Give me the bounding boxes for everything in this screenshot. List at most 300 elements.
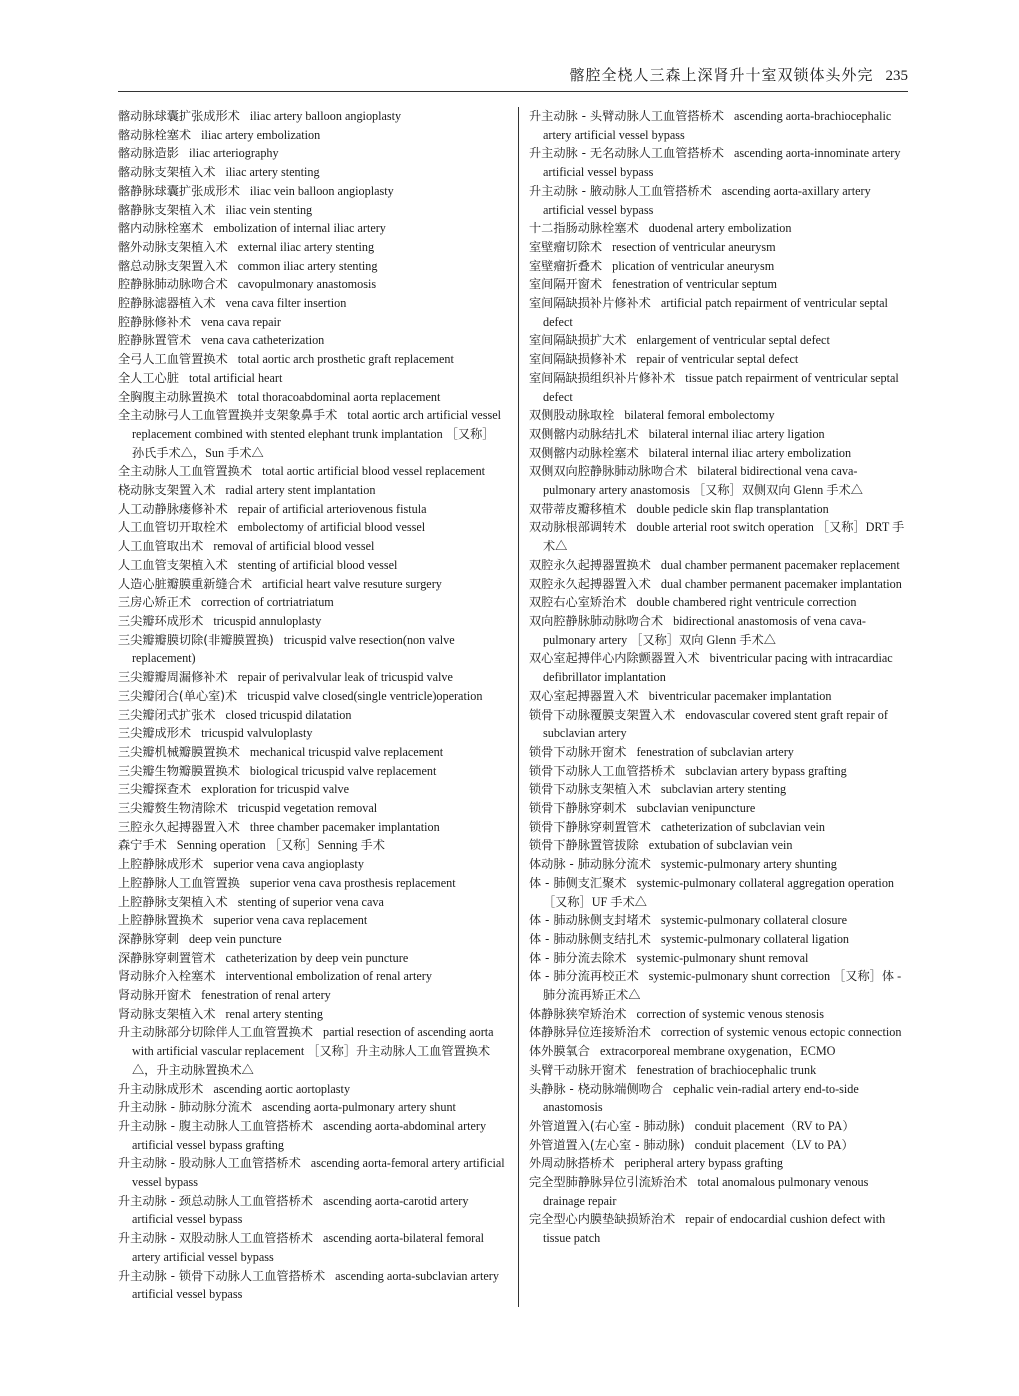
term-english: subclavian artery stenting: [660, 782, 787, 797]
term-chinese: 全胸腹主动脉置换术: [118, 389, 228, 404]
glossary-entry: [118, 182, 506, 201]
term-chinese: 体动脉 - 肺动脉分流术: [529, 857, 651, 872]
term-english: systemic-pulmonary shunt correction ［又称］体 - 肺分流再矫正术△: [543, 969, 902, 1003]
term-english: ascending aorta-axillary artery artificial vessel bypass: [543, 183, 871, 217]
glossary-entry: [529, 219, 906, 238]
term-english: tricuspid valve resection(non valve replacement): [132, 632, 455, 666]
glossary-entry: [118, 612, 506, 631]
term-english: iliac artery stenting: [225, 165, 320, 180]
term-chinese: 全弓人工血管置换术: [118, 352, 228, 367]
term-english: subclavian venipuncture: [636, 801, 756, 816]
glossary-entry: [118, 874, 506, 893]
page-header: [118, 60, 908, 92]
term-chinese: 双侧髂内动脉结扎术: [529, 426, 639, 441]
term-chinese: 室间隔缺损扩大术: [529, 333, 627, 348]
term-chinese: 完全型肺静脉异位引流矫治术: [529, 1175, 688, 1190]
glossary-entry: [529, 406, 906, 425]
glossary-entry: [118, 107, 506, 126]
term-english: embolization of internal iliac artery: [213, 221, 386, 236]
glossary-entry: [118, 799, 506, 818]
glossary-entry: [529, 818, 906, 837]
term-chinese: 髂动脉球囊扩张成形术: [118, 109, 240, 123]
term-chinese: 升主动脉 - 肺动脉分流术: [118, 1100, 253, 1115]
term-english: stenting of superior vena cava: [237, 894, 384, 909]
glossary-entry: [118, 743, 506, 762]
term-english: resection of ventricular aneurysm: [612, 239, 776, 254]
glossary-entry: [529, 1061, 906, 1080]
term-chinese: 双向腔静脉肺动脉吻合术: [529, 613, 664, 628]
term-english: fenestration of brachiocephalic trunk: [636, 1062, 817, 1077]
term-english: systemic-pulmonary artery shunting: [660, 857, 837, 872]
glossary-entry: [118, 144, 506, 163]
term-english: ascending aortic aortoplasty: [213, 1081, 351, 1096]
term-chinese: 双侧髂内动脉栓塞术: [529, 445, 639, 460]
glossary-entry: [529, 743, 906, 762]
term-chinese: 三尖瓣闭式扩张术: [118, 707, 216, 722]
glossary-entry: [118, 668, 506, 687]
term-chinese: 外管道置入(右心室 - 肺动脉): [529, 1118, 685, 1133]
glossary-entry: [529, 1117, 906, 1136]
term-english: ascending aorta-subclavian artery artificial vessel bypass: [132, 1268, 499, 1302]
term-english: fenestration of renal artery: [201, 988, 331, 1003]
term-chinese: 室间隔缺损组织补片修补术: [529, 370, 676, 385]
term-english: repair of artificial arteriovenous fistula: [237, 501, 427, 516]
term-chinese: 体静脉狭窄矫治术: [529, 1006, 627, 1021]
term-chinese: 人工动静脉瘘修补术: [118, 501, 228, 516]
glossary-entry: [118, 350, 506, 369]
term-chinese: 锁骨下动脉开窗术: [529, 744, 627, 759]
term-english: bilateral internal iliac artery ligation: [648, 426, 825, 441]
term-english: deep vein puncture: [188, 931, 282, 946]
glossary-entry: [529, 425, 906, 444]
term-english: stenting of artificial blood vessel: [237, 557, 398, 572]
glossary-entry: [529, 855, 906, 874]
term-english: tricuspid annuloplasty: [213, 613, 322, 628]
term-english: tricuspid valvuloplasty: [201, 726, 313, 741]
term-english: partial resection of ascending aorta with artificial vascular replacement ［又称］升主动脉人工血管置换术△，升主动脉置换术△: [132, 1025, 494, 1077]
glossary-entry: [118, 967, 506, 986]
glossary-entry: [118, 294, 506, 313]
term-english: endovascular covered stent graft repair of subclavian artery: [543, 707, 888, 741]
term-english: ascending aorta-femoral artery artificial vessel bypass: [132, 1156, 505, 1190]
glossary-entry: [118, 575, 506, 594]
term-english: cavopulmonary anastomosis: [237, 277, 377, 292]
term-english: systemic-pulmonary collateral ligation: [660, 931, 850, 946]
term-chinese: 上腔静脉成形术: [118, 857, 204, 872]
glossary-entry: [118, 257, 506, 276]
term-english: exploration for tricuspid valve: [201, 782, 350, 797]
term-chinese: 双心室起搏伴心内除颤器置入术: [529, 651, 700, 666]
glossary-entry: [118, 949, 506, 968]
term-english: ascending aorta-pulmonary artery shunt: [262, 1100, 456, 1115]
glossary-entry: [529, 257, 906, 276]
term-chinese: 三尖瓣生物瓣膜置换术: [118, 763, 240, 778]
term-chinese: 体 - 肺侧支汇聚术: [529, 875, 627, 890]
term-chinese: 三尖瓣探查术: [118, 782, 192, 797]
glossary-entry: [529, 182, 906, 219]
glossary-entry: [529, 612, 906, 649]
glossary-entry: [118, 201, 506, 220]
term-english: superior vena cava angioplasty: [213, 857, 364, 872]
glossary-entry: [529, 500, 906, 519]
term-chinese: 三腔永久起搏器置入术: [118, 819, 240, 834]
term-english: ascending aorta-abdominal artery artificial vessel bypass grafting: [132, 1118, 487, 1152]
glossary-entry: [118, 593, 506, 612]
glossary-entry: [118, 631, 506, 668]
term-english: iliac vein stenting: [225, 202, 313, 217]
term-chinese: 双腔永久起搏器置入术: [529, 576, 651, 591]
glossary-entry: [529, 1173, 906, 1210]
term-english: dual chamber permanent pacemaker replacement: [660, 557, 900, 572]
term-chinese: 升主动脉 - 股动脉人工血管搭桥术: [118, 1156, 301, 1171]
term-chinese: 双侧股动脉取栓: [529, 408, 615, 423]
term-english: extubation of subclavian vein: [648, 838, 793, 853]
term-english: extracorporeal membrane oxygenation，ECMO: [599, 1044, 836, 1059]
glossary-entry: [118, 1229, 506, 1266]
glossary-entry: [118, 556, 506, 575]
term-english: ascending aorta-carotid artery artificial vessel bypass: [132, 1193, 469, 1227]
glossary-entry: [529, 649, 906, 686]
term-chinese: 头臂干动脉开窗术: [529, 1062, 627, 1077]
term-chinese: 室间隔缺损补片修补术: [529, 296, 651, 311]
term-english: ascending aorta-brachiocephalic artery artificial vessel bypass: [543, 109, 892, 142]
glossary-entry: [118, 1192, 506, 1229]
term-english: vena cava filter insertion: [225, 296, 347, 311]
glossary-entry: [118, 388, 506, 407]
glossary-entry: [529, 799, 906, 818]
glossary-entry: [118, 780, 506, 799]
term-english: external iliac artery stenting: [237, 239, 375, 254]
term-chinese: 锁骨下动脉支架植入术: [529, 782, 651, 797]
term-english: repair of endocardial cushion defect with tissue patch: [543, 1212, 886, 1246]
term-chinese: 双腔永久起搏器置换术: [529, 557, 651, 572]
term-chinese: 森宁手术: [118, 838, 167, 853]
term-english: dual chamber permanent pacemaker implantation: [660, 576, 902, 591]
term-english: repair of perivalvular leak of tricuspid valve: [237, 670, 453, 685]
glossary-entry: [118, 462, 506, 481]
glossary-entry: [529, 238, 906, 257]
glossary-entry: [118, 518, 506, 537]
term-chinese: 体 - 肺分流去除术: [529, 950, 627, 965]
glossary-entry: [118, 724, 506, 743]
term-chinese: 双动脉根部调转术: [529, 520, 627, 535]
term-chinese: 肾动脉开窗术: [118, 988, 192, 1003]
glossary-entry: [118, 1098, 506, 1117]
right-column: [518, 107, 906, 1307]
term-chinese: 外周动脉搭桥术: [529, 1156, 615, 1171]
term-english: total aortic arch prosthetic graft replacement: [237, 352, 454, 367]
glossary-entry: [118, 1117, 506, 1154]
glossary-entry: [118, 855, 506, 874]
term-english: correction of cortriatriatum: [201, 595, 334, 610]
term-chinese: 三尖瓣环成形术: [118, 613, 204, 628]
term-chinese: 室壁瘤切除术: [529, 239, 603, 254]
term-chinese: 腔静脉修补术: [118, 314, 192, 329]
term-english: iliac artery embolization: [201, 127, 321, 142]
glossary-entry: [118, 1080, 506, 1099]
term-english: removal of artificial blood vessel: [213, 539, 375, 554]
term-chinese: 升主动脉 - 腋动脉人工血管搭桥术: [529, 183, 712, 198]
glossary-entry: [529, 1154, 906, 1173]
term-english: Senning operation ［又称］Senning 手术: [176, 838, 385, 853]
term-english: total thoracoabdominal aorta replacement: [237, 389, 441, 404]
term-english: plication of ventricular aneurysm: [612, 258, 775, 273]
term-chinese: 双心室起搏器置入术: [529, 688, 639, 703]
term-english: bilateral bidirectional vena cava-pulmonary artery anastomosis ［又称］双侧双向 Glenn 手术△: [543, 464, 863, 498]
term-chinese: 升主动脉 - 腹主动脉人工血管搭桥术: [118, 1118, 313, 1133]
glossary-entry: [529, 462, 906, 499]
glossary-entry: [529, 911, 906, 930]
term-chinese: 外管道置入(左心室 - 肺动脉): [529, 1137, 685, 1152]
glossary-columns: [118, 107, 910, 1307]
glossary-entry: [529, 144, 906, 181]
term-english: common iliac artery stenting: [237, 258, 378, 273]
term-english: three chamber pacemaker implantation: [249, 819, 440, 834]
glossary-entry: [118, 893, 506, 912]
glossary-entry: [529, 1136, 906, 1155]
term-chinese: 髂静脉球囊扩张成形术: [118, 183, 240, 198]
term-chinese: 上腔静脉置换术: [118, 913, 204, 928]
term-chinese: 十二指肠动脉栓塞术: [529, 221, 639, 236]
glossary-entry: [529, 107, 906, 144]
glossary-entry: [118, 911, 506, 930]
term-english: radial artery stent implantation: [225, 483, 376, 498]
term-english: fenestration of subclavian artery: [636, 744, 794, 759]
term-chinese: 髂内动脉栓塞术: [118, 221, 204, 236]
glossary-entry: [118, 537, 506, 556]
term-chinese: 体外膜氧合: [529, 1044, 590, 1059]
term-chinese: 体 - 肺动脉侧支封堵术: [529, 913, 651, 928]
term-chinese: 人工血管切开取栓术: [118, 520, 228, 535]
glossary-entry: [529, 1210, 906, 1247]
term-chinese: 升主动脉 - 头臂动脉人工血管搭桥术: [529, 109, 724, 123]
term-chinese: 人工血管支架植入术: [118, 557, 228, 572]
term-english: bidirectional anastomosis of vena cava-pulmonary artery ［又称］双向 Glenn 手术△: [543, 613, 866, 647]
term-english: conduit placement（RV to PA）: [694, 1118, 855, 1133]
term-english: peripheral artery bypass grafting: [624, 1156, 784, 1171]
term-chinese: 全主动脉人工血管置换术: [118, 464, 253, 479]
term-chinese: 腔静脉滤器植入术: [118, 296, 216, 311]
glossary-entry: [529, 369, 906, 406]
glossary-entry: [529, 706, 906, 743]
term-chinese: 腔静脉置管术: [118, 333, 192, 348]
term-chinese: 深静脉穿刺置管术: [118, 950, 216, 965]
term-english: catheterization of subclavian vein: [660, 819, 825, 834]
term-chinese: 室间隔开窗术: [529, 277, 603, 292]
term-english: iliac vein balloon angioplasty: [249, 183, 394, 198]
term-english: superior vena cava replacement: [213, 913, 368, 928]
glossary-entry: [529, 967, 906, 1004]
term-english: closed tricuspid dilatation: [225, 707, 352, 722]
term-chinese: 锁骨下动脉人工血管搭桥术: [529, 763, 676, 778]
glossary-entry: [118, 126, 506, 145]
glossary-entry: [118, 762, 506, 781]
term-chinese: 髂静脉支架植入术: [118, 202, 216, 217]
glossary-entry: [118, 163, 506, 182]
glossary-entry: [118, 481, 506, 500]
term-chinese: 肾动脉支架植入术: [118, 1006, 216, 1021]
term-chinese: 升主动脉成形术: [118, 1081, 204, 1096]
term-english: catheterization by deep vein puncture: [225, 950, 409, 965]
term-chinese: 锁骨下动脉覆膜支架置入术: [529, 707, 676, 722]
term-english: tricuspid valve closed(single ventricle)operation: [247, 688, 483, 703]
glossary-entry: [118, 1154, 506, 1191]
term-chinese: 深静脉穿刺: [118, 931, 179, 946]
glossary-entry: [529, 1023, 906, 1042]
left-column: [118, 107, 506, 1307]
term-english: double chambered right ventricule correction: [636, 595, 857, 610]
term-english: fenestration of ventricular septum: [612, 277, 777, 292]
term-chinese: 髂外动脉支架植入术: [118, 239, 228, 254]
term-chinese: 双侧双向腔静脉肺动脉吻合术: [529, 464, 688, 479]
term-english: mechanical tricuspid valve replacement: [249, 744, 444, 759]
term-english: artificial patch repairment of ventricular septal defect: [543, 296, 888, 329]
term-chinese: 髂动脉造影: [118, 146, 179, 161]
term-english: vena cava catheterization: [201, 333, 325, 348]
term-english: cephalic vein-radial artery end-to-side anastomosis: [543, 1081, 859, 1115]
term-english: iliac artery balloon angioplasty: [249, 109, 402, 123]
glossary-entry: [529, 294, 906, 331]
term-chinese: 升主动脉 - 无名动脉人工血管搭桥术: [529, 146, 724, 161]
glossary-entry: [529, 1005, 906, 1024]
term-english: vena cava repair: [201, 314, 281, 329]
term-english: bilateral internal iliac artery embolization: [648, 445, 852, 460]
glossary-entry: [529, 275, 906, 294]
term-english: correction of systemic venous ectopic connection: [660, 1025, 902, 1040]
term-chinese: 头静脉 - 桡动脉端侧吻合: [529, 1081, 664, 1096]
glossary-entry: [529, 1042, 906, 1061]
term-chinese: 上腔静脉支架植入术: [118, 894, 228, 909]
term-english: renal artery stenting: [225, 1006, 323, 1021]
term-chinese: 三尖瓣赘生物清除术: [118, 801, 228, 816]
glossary-entry: [118, 986, 506, 1005]
term-english: double arterial root switch operation ［又称］DRT 手术△: [543, 520, 905, 554]
glossary-entry: [118, 818, 506, 837]
term-chinese: 三房心矫正术: [118, 595, 192, 610]
term-chinese: 双腔右心室矫治术: [529, 595, 627, 610]
term-english: tricuspid vegetation removal: [237, 801, 378, 816]
glossary-entry: [529, 762, 906, 781]
term-english: biological tricuspid valve replacement: [249, 763, 437, 778]
glossary-entry: [529, 836, 906, 855]
term-chinese: 体静脉异位连接矫治术: [529, 1025, 651, 1040]
glossary-entry: [118, 238, 506, 257]
term-english: iliac arteriography: [188, 146, 279, 161]
glossary-entry: [118, 331, 506, 350]
term-english: enlargement of ventricular septal defect: [636, 333, 830, 348]
glossary-entry: [118, 930, 506, 949]
glossary-entry: [118, 275, 506, 294]
glossary-entry: [529, 556, 906, 575]
term-chinese: 人造心脏瓣膜重新缝合术: [118, 576, 253, 591]
term-english: superior vena cava prosthesis replacement: [249, 875, 456, 890]
term-english: conduit placement（LV to PA）: [694, 1137, 854, 1152]
term-chinese: 体 - 肺分流再校正术: [529, 969, 639, 984]
term-chinese: 髂总动脉支架置入术: [118, 258, 228, 273]
glossary-entry: [529, 518, 906, 555]
term-chinese: 髂动脉栓塞术: [118, 127, 192, 142]
term-english: interventional embolization of renal artery: [225, 969, 432, 984]
glossary-entry: [529, 949, 906, 968]
term-english: total artificial heart: [188, 370, 283, 385]
term-chinese: 全人工心脏: [118, 370, 179, 385]
glossary-entry: [529, 687, 906, 706]
glossary-entry: [118, 313, 506, 332]
term-chinese: 升主动脉 - 锁骨下动脉人工血管搭桥术: [118, 1268, 326, 1283]
term-english: duodenal artery embolization: [648, 221, 792, 236]
term-english: tissue patch repairment of ventricular septal defect: [543, 370, 899, 404]
term-english: bilateral femoral embolectomy: [624, 408, 775, 423]
glossary-entry: [118, 706, 506, 725]
term-english: total anomalous pulmonary venous drainage repair: [543, 1175, 869, 1208]
glossary-entry: [118, 1005, 506, 1024]
term-english: biventricular pacemaker implantation: [648, 688, 832, 703]
term-english: ascending aorta-innominate artery artificial vessel bypass: [543, 146, 901, 180]
term-english: double pedicle skin flap transplantation: [636, 501, 829, 516]
page-number: 235: [885, 68, 908, 84]
glossary-entry: [529, 1080, 906, 1117]
term-chinese: 升主动脉部分切除伴人工血管置换术: [118, 1025, 313, 1040]
term-chinese: 肾动脉介入栓塞术: [118, 969, 216, 984]
term-english: ascending aorta-bilateral femoral artery artificial vessel bypass: [132, 1231, 485, 1264]
term-english: biventricular pacing with intracardiac defibrillator implantation: [543, 651, 893, 685]
term-english: correction of systemic venous stenosis: [636, 1006, 825, 1021]
term-english: systemic-pulmonary collateral closure: [660, 913, 847, 928]
term-chinese: 升主动脉 - 双股动脉人工血管搭桥术: [118, 1231, 313, 1246]
glossary-entry: [529, 780, 906, 799]
glossary-entry: [529, 331, 906, 350]
term-chinese: 髂动脉支架植入术: [118, 165, 216, 180]
term-chinese: 体 - 肺动脉侧支结扎术: [529, 931, 651, 946]
term-english: systemic-pulmonary shunt removal: [636, 950, 809, 965]
term-chinese: 三尖瓣机械瓣膜置换术: [118, 744, 240, 759]
term-english: repair of ventricular septal defect: [636, 352, 799, 367]
glossary-entry: [118, 219, 506, 238]
term-chinese: 锁骨下静脉置管拔除: [529, 838, 639, 853]
glossary-entry: [529, 444, 906, 463]
glossary-entry: [529, 575, 906, 594]
term-chinese: 室壁瘤折叠术: [529, 258, 603, 273]
term-chinese: 三尖瓣成形术: [118, 726, 192, 741]
term-english: total aortic artificial blood vessel replacement: [262, 464, 486, 479]
running-header-title: 髂腔全桡人三森上深肾升十室双锁体头外完: [569, 66, 874, 84]
term-chinese: 三尖瓣闭合(单心室)术: [118, 688, 238, 703]
term-chinese: 腔静脉肺动脉吻合术: [118, 277, 228, 292]
term-chinese: 完全型心内膜垫缺损矫治术: [529, 1212, 676, 1227]
term-chinese: 双带蒂皮瓣移植术: [529, 501, 627, 516]
term-chinese: 锁骨下静脉穿刺置管术: [529, 819, 651, 834]
term-chinese: 人工血管取出术: [118, 539, 204, 554]
term-chinese: 全主动脉弓人工血管置换并支架象鼻手术: [118, 408, 338, 423]
term-chinese: 桡动脉支架置入术: [118, 483, 216, 498]
term-chinese: 三尖瓣瓣膜切除(非瓣膜置换): [118, 632, 274, 647]
glossary-entry: [529, 930, 906, 949]
term-english: embolectomy of artificial blood vessel: [237, 520, 426, 535]
glossary-entry: [118, 369, 506, 388]
term-english: total aortic arch artificial vessel replacement combined with stented elephant trunk implantation ［又称］孙氏手术△，Sun 手术△: [132, 408, 501, 460]
glossary-entry: [118, 406, 506, 462]
term-english: subclavian artery bypass grafting: [685, 763, 847, 778]
glossary-entry: [529, 350, 906, 369]
term-chinese: 升主动脉 - 颈总动脉人工血管搭桥术: [118, 1193, 313, 1208]
term-english: artificial heart valve resuture surgery: [262, 576, 442, 591]
term-chinese: 三尖瓣瓣周漏修补术: [118, 670, 228, 685]
term-english: systemic-pulmonary collateral aggregation operation ［又称］UF 手术△: [543, 875, 895, 909]
glossary-entry: [118, 1023, 506, 1079]
glossary-entry: [118, 687, 506, 706]
glossary-entry: [118, 500, 506, 519]
term-chinese: 上腔静脉人工血管置换: [118, 875, 240, 890]
